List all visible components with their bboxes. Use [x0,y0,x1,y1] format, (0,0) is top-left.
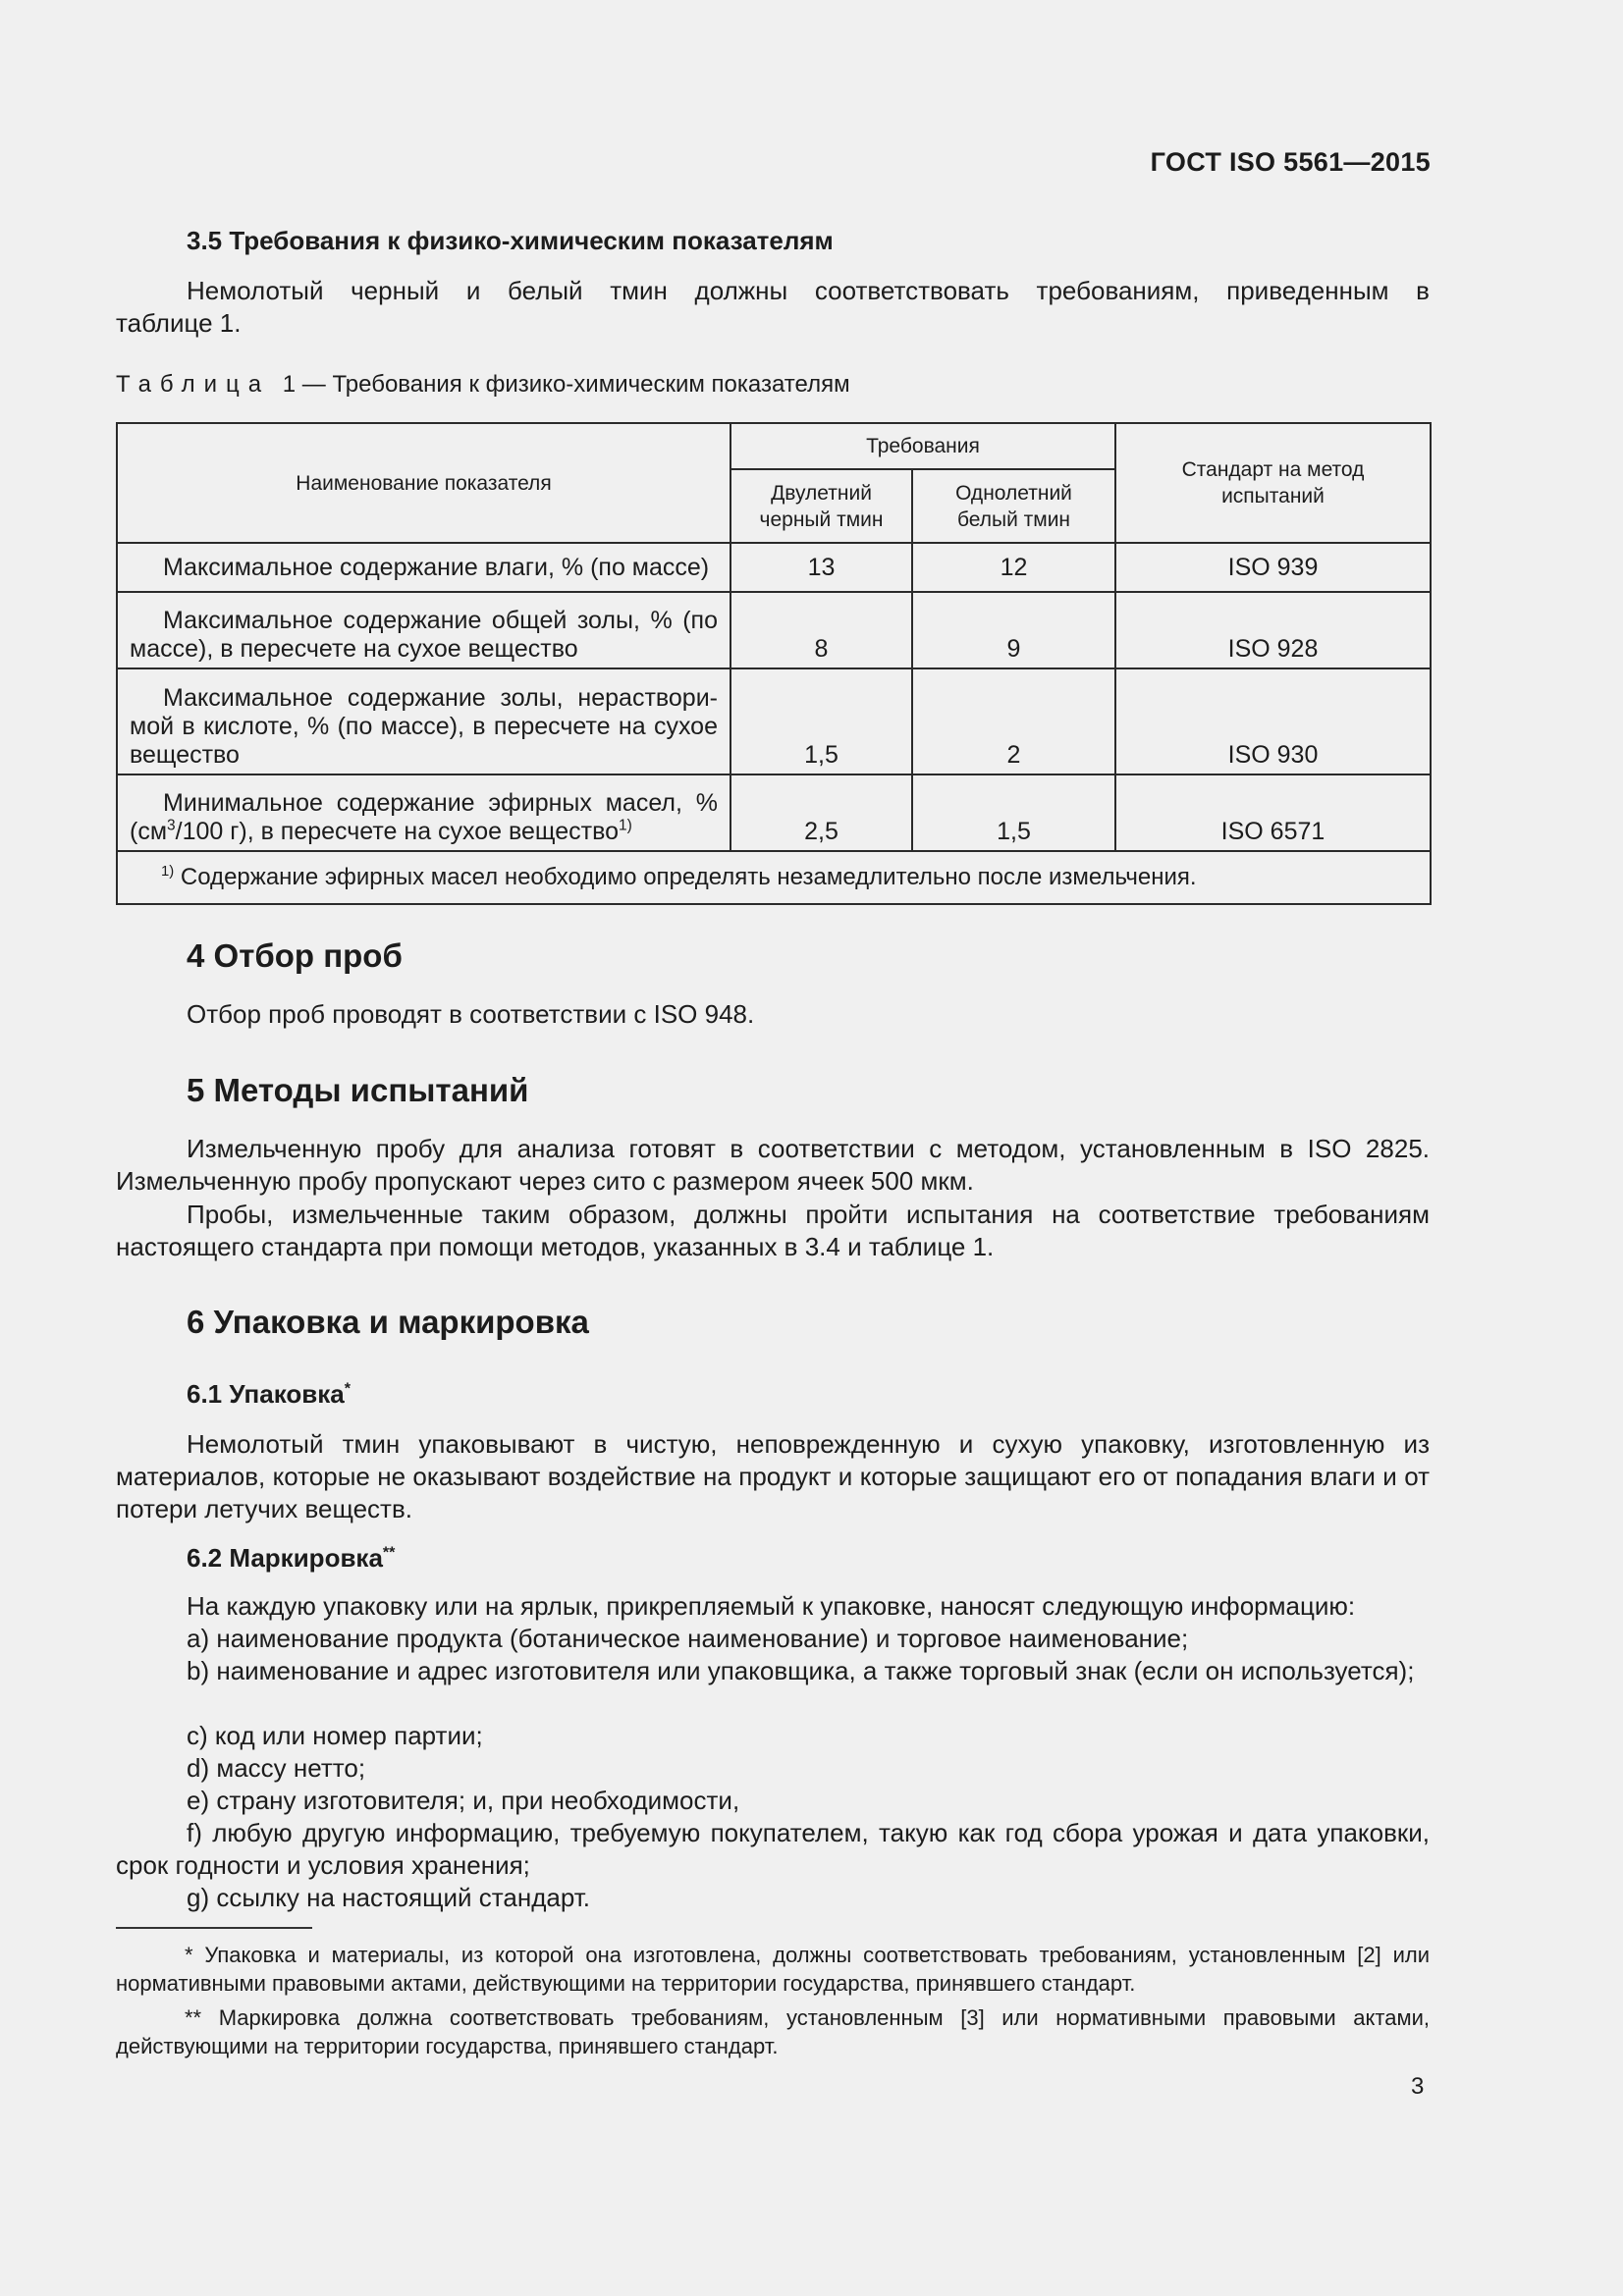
section-4-title: 4 Отбор проб [187,937,403,974]
row-name: Максимальное содержание золы, нераствори-мой в кислоте, % (по массе), в пересчете на сухое вещество [117,668,730,774]
table-note-row [117,851,1431,904]
row-name: Максимальное содержание общей золы, % (по массе), в пересчете на сухое вещество [117,592,730,668]
section-5-para2: Пробы, измельченные таким образом, должны пройти испытания на соответствие требованиям настоящего стандарта при помощи методов, указанных в 3.4 и таблице 1. [116,1200,1430,1261]
list-item-c: c) код или номер партии; [187,1721,483,1750]
row-method: ISO 6571 [1115,774,1431,851]
list-item-e: e) страну изготовителя; и, при необходимости, [187,1786,740,1815]
requirements-table [116,422,1432,905]
section-5-para1: Измельченную пробу для анализа готовят в соответствии с методом, установленным в ISO 2825. Измельченную пробу пропускают через сито с размером ячеек 500 мкм. [116,1134,1430,1196]
row-method: ISO 928 [1115,592,1431,668]
section-6-1-title: 6.1 Упаковка* [187,1379,352,1409]
row-method: ISO 939 [1115,543,1431,592]
row-white-value: 2 [912,668,1115,774]
row-black-value: 1,5 [730,668,912,774]
standard-code: ГОСТ ISO 5561—2015 [1150,147,1431,177]
section-3-5-para-line1: Немолотый черный и белый тмин должны соответствовать требованиям, приведенным в [187,276,1430,305]
table-row [117,592,1431,668]
footnote-2: ** Маркировка должна соответствовать требованиям, установленным [3] или нормативными правовыми актами, действующими на территории государства, принявшего стандарт. [116,2005,1430,2058]
list-item-b: b) наименование и адрес изготовителя или упаковщика, а также торговый знак (если он используется); [187,1656,1415,1685]
row-name: Максимальное содержание влаги, % (по массе) [117,543,730,592]
row-name: Минимальное содержание эфирных масел, % ($см^3/100$ г), в пересчете на сухое вещество$^{1)}$ [117,774,730,851]
row-white-value: 1,5 [912,774,1115,851]
footnote-1: * Упаковка и материалы, из которой она изготовлена, должны соответствовать требованиям, установленным [2] или нормативными правовыми актами, действующими на территории государства, принявшего стандарт. [116,1943,1430,1996]
table-row [117,543,1431,592]
row-black-value: 13 [730,543,912,592]
table-row [117,668,1431,774]
header-indicator-name: Наименование показателя [117,423,730,543]
header-test-method: Стандарт на метод испытаний [1115,423,1431,543]
section-6-1-para: Немолотый тмин упаковывают в чистую, неповрежденную и сухую упаковку, изготовленную из материалов, которые не оказывают воздействие на продукт и которые защищают его от попадания влаги и от потери летучих веществ. [116,1429,1430,1523]
section-3-5-title: 3.5 Требования к физико-химическим показателям [187,226,834,255]
footnote-divider [116,1927,312,1929]
row-black-value: 2,5 [730,774,912,851]
section-3-5-para-line2: таблице 1. [116,308,242,338]
section-6-title: 6 Упаковка и маркировка [187,1304,589,1340]
header-white-cumin: Однолетний белый тмин [912,469,1115,543]
table-row [117,774,1431,851]
table-note: $^{1)}$ Содержание эфирных масел необходимо определять незамедлительно после измельчения. [117,851,1431,904]
section-5-title: 5 Методы испытаний [187,1072,529,1108]
list-item-g: g) ссылку на настоящий стандарт. [187,1883,590,1912]
header-requirements: Требования [730,423,1115,469]
table-caption: Таблица 1 — Требования к физико-химическим показателям [116,371,850,398]
list-item-d: d) массу нетто; [187,1753,366,1783]
section-6-2-title: 6.2 Маркировка** [187,1543,396,1573]
list-item-f: f) любую другую информацию, требуемую покупателем, такую как год сбора урожая и дата упаковки, срок годности и условия хранения; [116,1818,1430,1880]
section-4-para: Отбор проб проводят в соответствии с ISO 948. [187,999,755,1029]
row-white-value: 9 [912,592,1115,668]
section-6-2-intro: На каждую упаковку или на ярлык, прикрепляемый к упаковке, наносят следующую информацию: [187,1591,1356,1621]
list-item-a: а) наименование продукта (ботаническое наименование) и торговое наименование; [187,1624,1189,1653]
row-method: ISO 930 [1115,668,1431,774]
header-black-cumin: Двулетний черный тмин [730,469,912,543]
row-white-value: 12 [912,543,1115,592]
row-black-value: 8 [730,592,912,668]
page-number: 3 [1411,2073,1425,2100]
